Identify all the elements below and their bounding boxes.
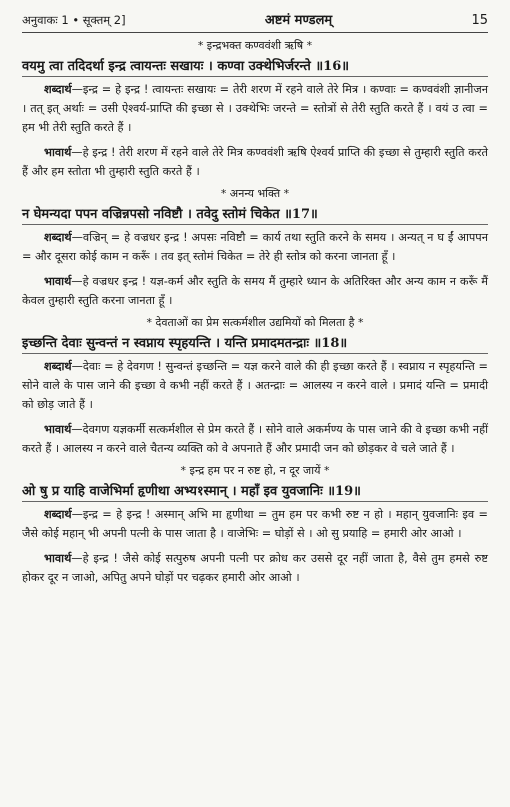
bhavarth-paragraph (22, 420, 488, 458)
section-1 (22, 38, 488, 181)
bhavarth-label: भावार्थ (44, 146, 72, 159)
section-4 (22, 463, 488, 587)
shabdarth-text: —वज्रिन् = हे वज्रधर इन्द्र ! अपसः नविष्टौ = कार्य तथा स्तुति करने के समय । अन्यत् न घ ईं आपपन = और दूसरा कोई काम न करूँ । तव इत् स्तोमं चिकेत = तेरे ही स्तोत्र को करना जानता हूँ । (22, 231, 488, 263)
shabdarth-text: —इन्द्र = हे इन्द्र ! त्वायन्तः सखायः = तेरी शरण में रहने वाले तेरे मित्र । कण्वाः = कण्ववंशी ज्ञानीजन । तत् इत् अर्थाः = उसी ऐश्वर्य-प्राप्ति की इच्छा से । उक्थेभिः जरन्ते = स्तोत्रों से तेरी स्तुति करते हैं । वयं उ त्वा = हम भी तेरी स्तुति करते हैं । (22, 83, 488, 134)
section-heading: * अनन्य भक्ति * (220, 187, 290, 200)
running-head-left: अनुवाकः 1 • सूक्तम् 2] (22, 13, 126, 27)
shabdarth-paragraph (22, 80, 488, 137)
shabdarth-paragraph (22, 357, 488, 414)
shabdarth-label: शब्दार्थ (44, 360, 72, 373)
mantra-verse: ओ षु प्र याहि वाजेभिर्मा हृणीथा अभ्य१स्मान् । महाँ इव युवजानिः ॥19॥ (22, 481, 488, 502)
shabdarth-label: शब्दार्थ (44, 83, 72, 96)
bhavarth-label: भावार्थ (44, 275, 72, 288)
bhavarth-paragraph (22, 143, 488, 181)
shabdarth-paragraph (22, 228, 488, 266)
bhavarth-text: —देवगण यज्ञकर्मी सत्कर्मशील से प्रेम करते हैं । सोने वाले अकर्मण्य के पास जाने की वे इच्छा कभी नहीं करते हैं । आलस्य न करने वाले चैतन्य व्यक्ति को वे अपनाते हैं और प्रमादी जन को छोड़कर वे चले जाते हैं । (22, 423, 488, 455)
bhavarth-text: —हे वज्रधर इन्द्र ! यज्ञ-कर्म और स्तुति के समय मैं तुम्हारे ध्यान के अतिरिक्त और अन्य काम न करूँ मैं केवल तुम्हारी स्तुति करना जानता हूँ । (22, 275, 488, 307)
section-3 (22, 315, 488, 458)
shabdarth-paragraph (22, 505, 488, 543)
shabdarth-text: —इन्द्र = हे इन्द्र ! अस्मान् अभि मा हृणीथा = तुम हम पर कभी रुष्ट न हो । महान् युवजानिः इव = जैसे कोई महान् भी अपनी पत्नी के पास जाता है । वाजेभिः = घोड़ों से । ओ सु प्रयाहि = हमारी ओर आओ । (22, 508, 488, 540)
mantra-verse: वयमु त्वा तदिदर्था इन्द्र त्वायन्तः सखायः । कण्वा उक्थेभिर्जरन्ते ॥16॥ (22, 56, 488, 77)
mantra-verse: इच्छन्ति देवाः सुन्वन्तं न स्वप्नाय स्पृहयन्ति । यन्ति प्रमादमतन्द्राः ॥18॥ (22, 333, 488, 354)
bhavarth-paragraph (22, 272, 488, 310)
bhavarth-label: भावार्थ (44, 423, 72, 436)
page-header (22, 10, 488, 32)
bhavarth-paragraph (22, 549, 488, 587)
section-2 (22, 186, 488, 310)
page-number: 15 (471, 13, 488, 28)
section-heading: * इन्द्रभक्त कण्ववंशी ऋषि * (197, 39, 313, 52)
bhavarth-label: भावार्थ (44, 552, 72, 565)
shabdarth-label: शब्दार्थ (44, 231, 72, 244)
shabdarth-label: शब्दार्थ (44, 508, 72, 521)
running-head-title: अष्टमं मण्डलम् (264, 13, 333, 28)
shabdarth-text: —देवाः = हे देवगण ! सुन्वन्तं इच्छन्ति = यज्ञ करने वाले की ही इच्छा करते हैं । स्वप्नाय न स्पृहयन्ति = सोने वाले के पास जाने की इच्छा वे कभी नहीं करते हैं । अतन्द्राः = आलस्य न करने वाले । प्रमादं यन्ति = प्रमादी को छोड़ जाते हैं । (22, 360, 488, 411)
mantra-verse: न घेमन्यदा पपन वज्रिन्नपसो नविष्टौ । तवेदु स्तोमं चिकेत ॥17॥ (22, 204, 488, 225)
bhavarth-text: —हे इन्द्र ! तेरी शरण में रहने वाले तेरे मित्र कण्ववंशी ऋषि ऐश्वर्य प्राप्ति की इच्छा से तुम्हारी स्तुति करते हैं और हम स्तोता भी तुम्हारी स्तुति करते हैं । (22, 146, 488, 178)
bhavarth-text: —हे इन्द्र ! जैसे कोई सत्पुरुष अपनी पत्नी पर क्रोध कर उससे दूर नहीं जाता है, वैसे तुम हमसे रुष्ट होकर दूर न जाओ, अपितु अपने घोड़ों पर चढ़कर हमारी ओर आओ । (22, 552, 488, 584)
header-rule (22, 32, 488, 33)
section-heading: * देवताओं का प्रेम सत्कर्मशील उद्यमियों को मिलता है * (146, 316, 364, 329)
section-heading: * इन्द्र हम पर न रुष्ट हो, न दूर जायें * (180, 464, 330, 477)
